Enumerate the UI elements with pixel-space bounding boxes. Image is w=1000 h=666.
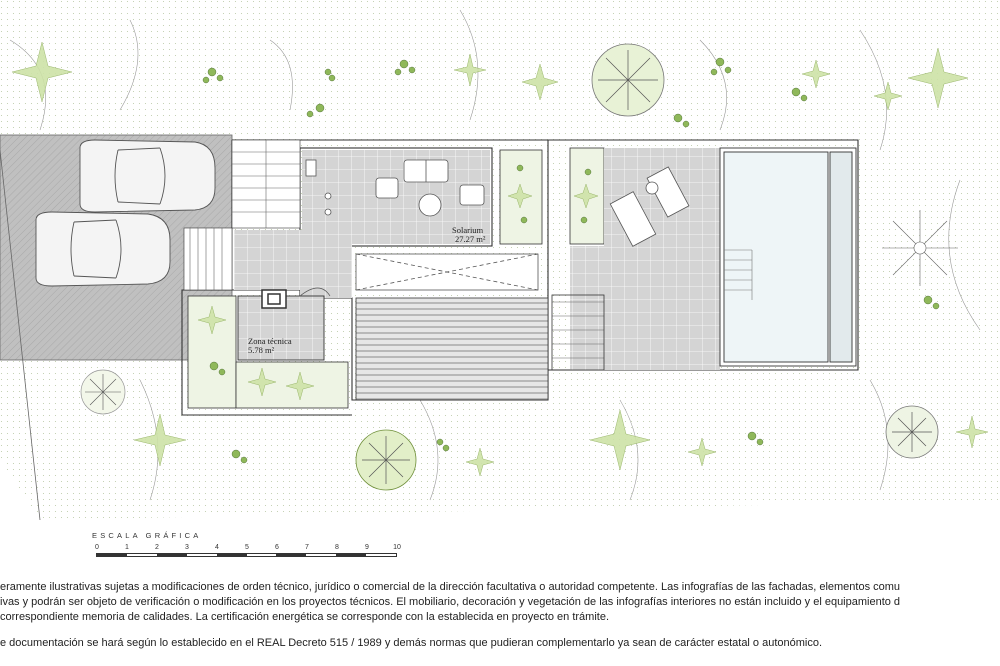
disclaimer-line: e documentación se hará según lo establecido en el REAL Decreto 515 / 1989 y demás normas que pudieran complementarlo ya sean de carácter estatal o autonómico. (0, 637, 823, 649)
car-1 (80, 140, 215, 212)
zona-tecnica-area: 5.78 m² (248, 345, 275, 355)
tree-icon-4 (81, 370, 125, 414)
deck-area (356, 298, 548, 400)
scale-tick: 5 (245, 544, 249, 551)
scale-title: ESCALA GRÁFICA (92, 531, 202, 540)
tree-icon-5 (882, 210, 958, 286)
disclaimer-line: eramente ilustrativas sujetas a modificaciones de orden técnico, jurídico o comercial de la dirección facultativa o autoridad competente. Las infografías de las fachadas, elementos comu (0, 581, 901, 593)
scale-tick: 2 (155, 544, 159, 551)
disclaimer-line: ivas y podrán ser objeto de verificación o modificación en los proyectos técnicos. El mobiliario, decoración y vegetación de las infografías interiores no están incluido y el equipamiento d (0, 596, 901, 608)
scale-tick: 10 (393, 544, 401, 551)
scale-tick: 9 (365, 544, 369, 551)
tree-icon-3 (886, 406, 938, 458)
terrace-lower (570, 246, 720, 370)
scale-tick: 8 (335, 544, 339, 551)
tree-icon-1 (592, 44, 664, 116)
scale-tick: 3 (185, 544, 189, 551)
zona-tecnica-label: Zona técnica (248, 336, 292, 346)
solarium-label: Solarium (452, 225, 484, 235)
pool (720, 148, 856, 366)
scale-bar (96, 553, 397, 557)
hall-floor-2 (300, 246, 352, 298)
car-2 (36, 212, 170, 286)
disclaimer-line: correspondiente memoria de calidades. La certificación energética se corresponde con la establecida en proyecto en trámite. (0, 611, 610, 623)
scale-tick: 0 (95, 544, 99, 551)
skylight (356, 254, 538, 290)
solarium-area: 27.27 m² (455, 234, 486, 244)
disclaimer (0, 580, 1000, 651)
tree-icon-2 (356, 430, 416, 490)
stair-side (184, 228, 232, 290)
scale-tick: 1 (125, 544, 129, 551)
stair-top-left (232, 140, 300, 228)
scale-tick: 7 (305, 544, 309, 551)
scale-tick: 6 (275, 544, 279, 551)
scale-tick: 4 (215, 544, 219, 551)
